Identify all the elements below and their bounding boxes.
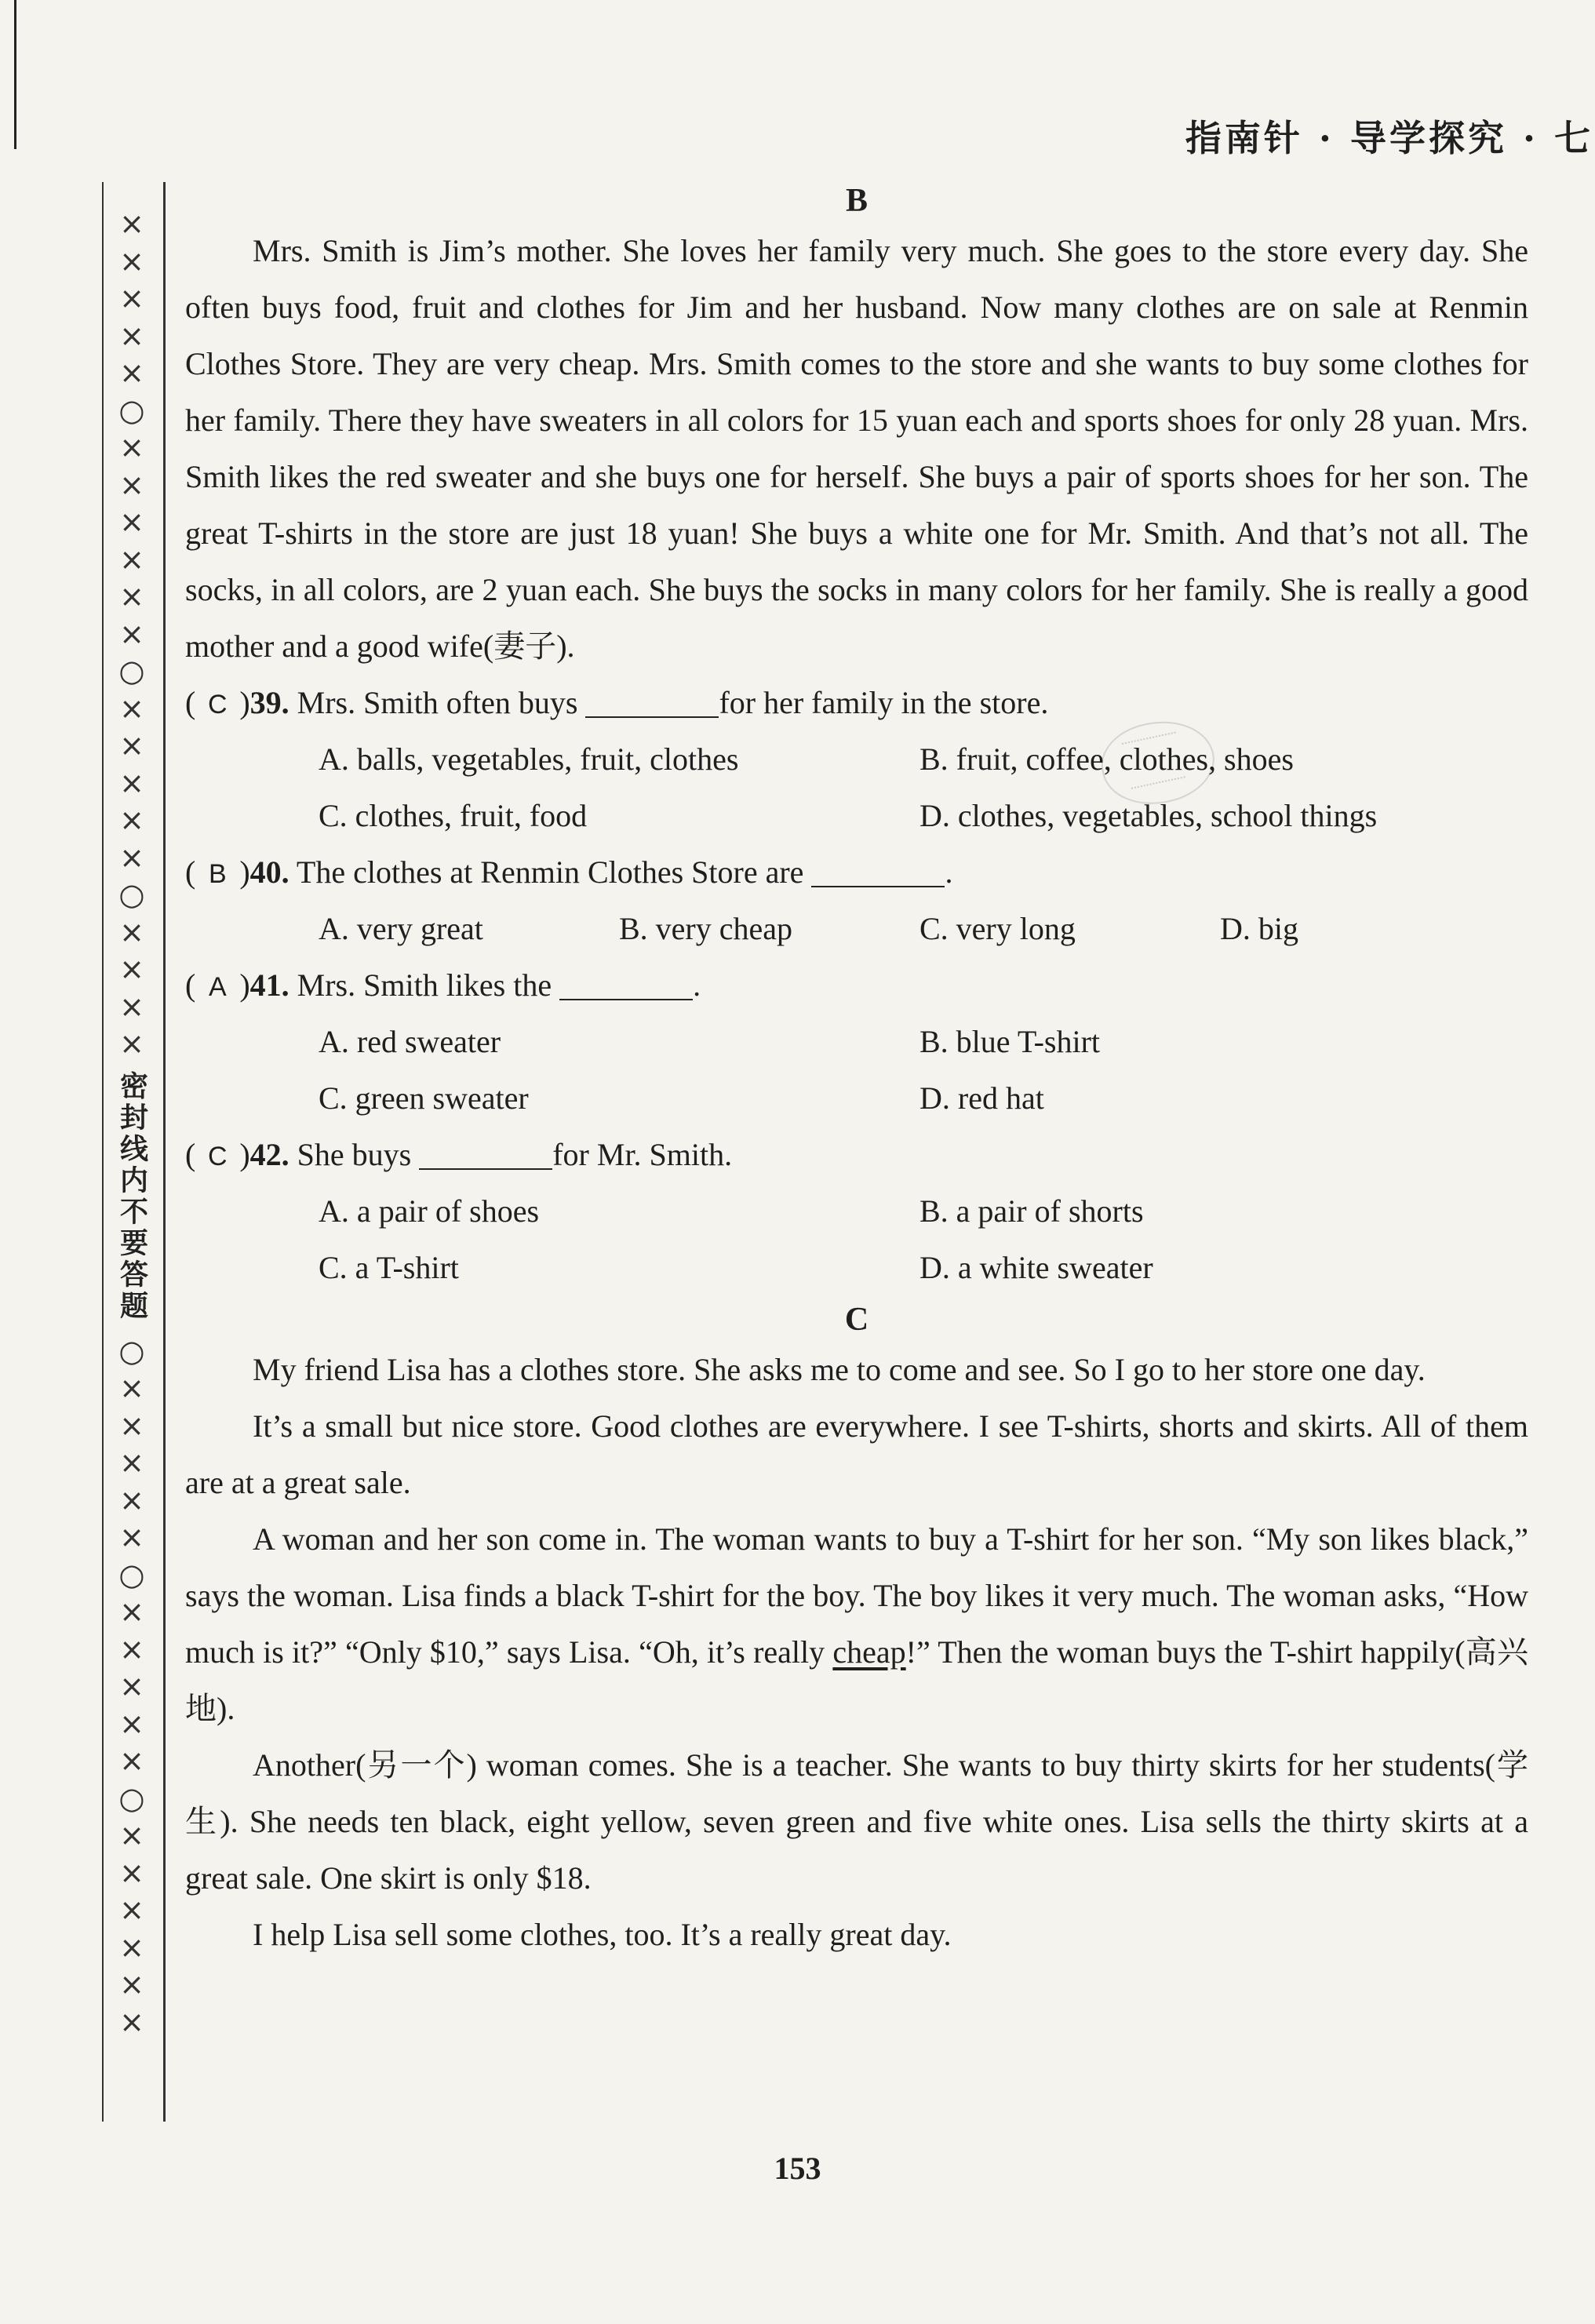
binding-marks-top (118, 206, 144, 1063)
cross-mark-icon: × (119, 1371, 144, 1405)
answer-option: A. a pair of shoes (319, 1193, 540, 1229)
cross-mark-icon: × (119, 579, 144, 614)
cross-mark-icon: × (119, 1929, 144, 1965)
section-c-paragraph-1: My friend Lisa has a clothes store. She asks me to come and see. So I go to her store one day. (253, 1352, 1426, 1387)
page-header: 指南针 · 导学探究 · 七 (1185, 117, 1593, 159)
circle-mark-icon: ○ (118, 1333, 145, 1368)
page-number: 153 (774, 2151, 821, 2186)
cross-mark-icon: × (119, 243, 144, 279)
cross-mark-icon: × (119, 616, 144, 651)
cross-mark-icon: × (119, 803, 144, 837)
option-row (185, 901, 1528, 957)
answer-option: B. fruit, coffee, clothes, shoes (919, 741, 1294, 777)
cross-mark-icon: × (119, 1818, 144, 1852)
answer-option: C. very long (919, 911, 1076, 946)
option-row (185, 1183, 1528, 1240)
binding-marks-bottom (118, 1333, 144, 2042)
answer-option: D. red hat (919, 1080, 1044, 1116)
cross-mark-icon: × (119, 281, 144, 315)
section-c-paragraph-3 (185, 1511, 1528, 1737)
circle-mark-icon: ○ (118, 877, 145, 912)
answer-option: A. red sweater (319, 1024, 501, 1059)
question-stem: ( A )41. Mrs. Smith likes the . (185, 957, 1528, 1014)
question-stem: ( C )42. She buys for Mr. Smith. (185, 1127, 1528, 1183)
answer-blank (585, 682, 719, 718)
cross-mark-icon: × (119, 1669, 144, 1703)
underlined-word: cheap (832, 1634, 906, 1670)
section-b-heading: B (845, 183, 868, 219)
cross-mark-icon: × (119, 430, 144, 464)
question-text-after: . (693, 967, 701, 1003)
cross-mark-icon: × (119, 690, 144, 726)
cross-mark-icon: × (119, 1520, 144, 1554)
answer-blank (811, 851, 945, 887)
section-b-passage: Mrs. Smith is Jim’s mother. She loves her family very much. She goes to the store every day. She often buys food, fruit and clothes for Jim and her husband. Now many clothes are on sale at Renmin Clothes Store. They are very cheap. Mrs. Smith comes to the store and she wants to buy some clothes for her family. There they have sweaters in all colors for 15 yuan each and sports shoes for only 28 yuan. Mrs. Smith likes the red sweater and she buys one for herself. She buys a pair of sports shoes for her son. The great T-shirts in the store are just 18 yuan! She buys a white one for Mr. Smith. And that’s not all. The socks, in all colors, are 2 yuan each. She buys the socks in many colors for her family. She is really a good mother and a good wife(妻子). (185, 233, 1528, 664)
question-text-before: She buys (289, 1137, 420, 1172)
cross-mark-icon: × (119, 840, 144, 875)
binding-margin (110, 206, 154, 2041)
option-row (185, 731, 1528, 788)
circle-mark-icon: ○ (118, 654, 145, 688)
cross-mark-icon: × (119, 1445, 144, 1480)
section-c-paragraph-4: Another(另一个) woman comes. She is a teacher. She wants to buy thirty skirts for her students(学生). She needs ten black, eight yellow, seven green and five white ones. Lisa sells the thirty skirts at a great sale. One skirt is only $18. (185, 1747, 1528, 1896)
question-text-after: for Mr. Smith. (552, 1137, 733, 1172)
option-row (185, 1014, 1528, 1070)
cross-mark-icon: × (119, 1892, 144, 1927)
answer-option: A. very great (319, 911, 483, 946)
question-text-before: Mrs. Smith often buys (289, 685, 586, 720)
seal-warning-text: 密封线内不要答题 (115, 1070, 148, 1322)
question-number: 40. (249, 854, 290, 890)
answer-option: B. blue T-shirt (919, 1024, 1101, 1059)
binding-outer-line (102, 182, 104, 2122)
cross-mark-icon: × (119, 1706, 144, 1741)
answer-option: D. big (1220, 911, 1298, 946)
cross-mark-icon: × (119, 914, 144, 949)
cross-mark-icon: × (119, 728, 144, 763)
section-c-heading: C (844, 1302, 869, 1338)
cross-mark-icon: × (119, 1743, 144, 1778)
circle-mark-icon: ○ (118, 392, 145, 428)
answer-blank (419, 1134, 552, 1170)
cross-mark-icon: × (119, 505, 144, 539)
cross-mark-icon: × (119, 318, 144, 353)
circle-mark-icon: ○ (118, 1557, 145, 1592)
cross-mark-icon: × (119, 989, 144, 1024)
binding-inner-line (163, 182, 166, 2122)
answer-blank (559, 964, 693, 1000)
answer-option: B. a pair of shorts (919, 1193, 1144, 1229)
answer-option: B. very cheap (619, 911, 793, 946)
question-text-before: Mrs. Smith likes the (289, 967, 560, 1003)
cross-mark-icon: × (119, 1855, 144, 1890)
answer-option: C. a T-shirt (319, 1250, 459, 1285)
question-text-after: for her family in the store. (719, 685, 1049, 720)
answer-choice: C (208, 1142, 228, 1171)
cross-mark-icon: × (119, 355, 144, 390)
answer-option: C. clothes, fruit, food (319, 798, 588, 833)
circle-mark-icon: ○ (118, 1780, 145, 1816)
cross-mark-icon: × (119, 1482, 144, 1517)
cross-mark-icon: × (119, 1631, 144, 1667)
cross-mark-icon: × (119, 2004, 144, 2039)
cross-mark-icon: × (119, 765, 144, 800)
left-rule (14, 0, 16, 149)
cross-mark-icon: × (119, 952, 144, 986)
section-c-paragraph-2: It’s a small but nice store. Good clothes are everywhere. I see T-shirts, shorts and skirts. All of them are at a great sale. (185, 1408, 1528, 1500)
question-text-after: . (945, 854, 953, 890)
question-number: 41. (249, 967, 290, 1003)
answer-choice: A (208, 972, 227, 1002)
answer-option: D. a white sweater (919, 1250, 1153, 1285)
answer-option: A. balls, vegetables, fruit, clothes (319, 741, 739, 777)
answer-option: D. clothes, vegetables, school things (919, 798, 1378, 833)
cross-mark-icon: × (119, 1594, 144, 1629)
question-number: 39. (249, 685, 290, 720)
answer-choice: B (208, 859, 227, 889)
main-content (185, 179, 1528, 1963)
section-c-paragraph-5: I help Lisa sell some clothes, too. It’s a really great day. (253, 1917, 952, 1952)
option-row (185, 788, 1528, 844)
cross-mark-icon: × (119, 1967, 144, 2002)
question-number: 42. (249, 1137, 290, 1172)
answer-option: C. green sweater (319, 1080, 529, 1116)
p3-text-before: A woman and her son come in. The woman wants to buy a T-shirt for her son. “My son likes black,” says the woman. Lisa finds a black T-shirt for the boy. The boy likes it very much. The woman asks, “How much is it?” “Only $10,” says Lisa. “Oh, it’s really (185, 1521, 1528, 1670)
question-text-before: The clothes at Renmin Clothes Store are (289, 854, 812, 890)
option-row (185, 1240, 1528, 1296)
cross-mark-icon: × (119, 1026, 144, 1061)
cross-mark-icon: × (119, 1408, 144, 1443)
p3-text-after: !” Then the woman buys the T-shirt happily(高兴地). (185, 1634, 1528, 1726)
cross-mark-icon: × (119, 541, 144, 577)
question-list (185, 675, 1528, 1296)
cross-mark-icon: × (119, 467, 144, 502)
cross-mark-icon: × (119, 206, 144, 241)
question-stem: ( B )40. The clothes at Renmin Clothes Store are . (185, 844, 1528, 901)
answer-choice: C (208, 690, 228, 719)
question-stem: ( C )39. Mrs. Smith often buys for her family in the store. (185, 675, 1528, 731)
option-row (185, 1070, 1528, 1127)
